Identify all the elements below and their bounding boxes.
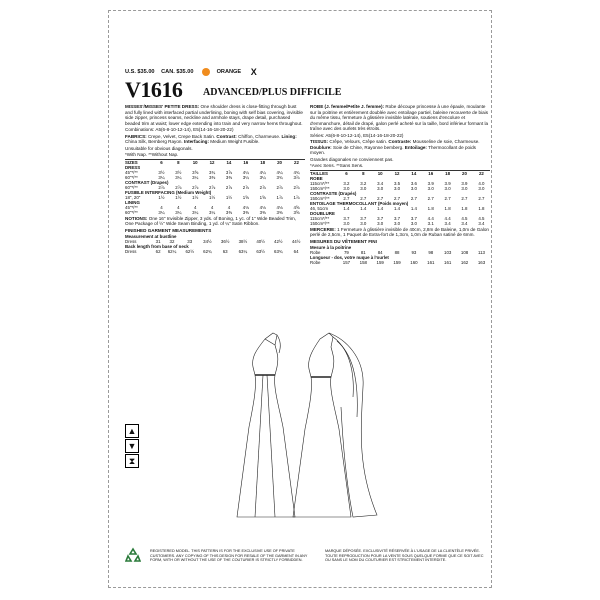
bust-cell: 40½ xyxy=(256,239,265,245)
yardage-cell: 1⅝ xyxy=(242,195,249,201)
french-contrast-label: Contraste: xyxy=(388,139,412,144)
triangle-up-icon: ▲ xyxy=(125,424,139,438)
size-cell: 14 xyxy=(221,159,238,165)
section-label: LINING xyxy=(125,200,140,206)
yardage-cell: 3¼ xyxy=(175,210,182,216)
yardage-cell: 3¾ xyxy=(276,174,283,180)
size-cell: 16 xyxy=(237,159,254,165)
yardage-cell: 3.2 xyxy=(343,180,350,186)
size-cell: 6 xyxy=(153,159,170,165)
french-lining-label: Doublure: xyxy=(310,144,332,150)
yardage-cell: 1.8 xyxy=(444,206,451,212)
yardage-cell: 1.8 xyxy=(478,206,485,212)
yardage-cell: 2⅞ xyxy=(209,184,216,190)
yardage-cell: 3.0 xyxy=(343,185,350,191)
bust-row-label: Dress xyxy=(125,239,137,245)
yardage-cell: 1½ xyxy=(225,195,232,201)
yardage-cell: 1.4 xyxy=(410,206,417,212)
yardage-cell: 2.7 xyxy=(478,195,485,201)
french-unsuitable: Grandes diagonales ne conviennent pas. xyxy=(310,156,394,162)
french-notions: 1 Fermeture à glissière invisible de 40cm, 2,8m de Baleine, 1,0m de Galon perlé de 2,5cm, 1 Paquet de Extra-fort de 1,3cm, 1,0m de Ruban satiné de 6mm. xyxy=(310,226,489,238)
fabric-width-label: 150cm*/** xyxy=(310,221,330,227)
english-description-para xyxy=(125,104,305,126)
size-cell: 14 xyxy=(405,170,422,176)
pattern-number: V1616 xyxy=(125,77,183,102)
yardage-cell: 2.7 xyxy=(343,195,350,201)
yardage-cell: 3⅞ xyxy=(293,174,300,180)
yardage-cell: 3¼ xyxy=(209,210,216,216)
back-row xyxy=(310,260,490,265)
french-description-para xyxy=(310,104,490,132)
english-notions-label: NOTIONS: xyxy=(125,215,148,221)
size-cell: 8 xyxy=(170,159,187,165)
yardage-cell: 4 xyxy=(193,205,197,211)
yardage-cell: 3⅜ xyxy=(276,210,283,216)
section-label: DRESS xyxy=(125,164,141,170)
yardage-cell: 3.0 xyxy=(393,221,401,227)
yardage-cell: 3.9 xyxy=(427,180,434,186)
english-nap-note: *With Nap. **Without Nap. xyxy=(125,152,179,157)
french-notions-label: MERCERIE: xyxy=(310,226,336,232)
fabric-width-label: 60"*/** xyxy=(125,210,138,216)
bust-cell: 81 xyxy=(360,250,366,256)
yardage-cell: 3.0 xyxy=(427,185,434,191)
yardage-cell: 3¼ xyxy=(192,174,199,180)
bust-cell: 88 xyxy=(394,250,400,256)
size-cell: 12 xyxy=(204,159,221,165)
size-cell: 12 xyxy=(389,170,406,176)
yardage-cell: 3.0 xyxy=(360,221,367,227)
yardage-cell: 3.2 xyxy=(360,180,367,186)
bust-cell: 103 xyxy=(444,250,452,256)
french-fabrics: Crêpe, Velours, Crêpe satin. xyxy=(329,139,388,144)
yardage-cell: 4¾ xyxy=(293,169,300,175)
yardage-cell: 4 xyxy=(210,205,214,211)
english-interfacing-label: Interfacing: xyxy=(184,139,210,144)
pattern-envelope-back xyxy=(108,10,492,588)
french-column xyxy=(310,104,490,265)
french-yardage-table xyxy=(310,170,490,227)
bust-cell: 31 xyxy=(155,239,161,245)
back-cell: 158 xyxy=(359,260,367,266)
footer-english-notice: REGISTERED MODEL. THIS PATTERN IS FOR THE EXCLUSIVE USE OF PRIVATE CUSTOMERS. ANY COPYING OF THIS DESIGN FOR RESALE OF THE GARMENT IN ANY FORM, WITH OR WITHOUT THE USE OF THE COUTURIER IS STRICTLY FORBIDDEN. xyxy=(150,549,308,563)
yardage-cell: 2⅞ xyxy=(158,184,165,190)
yardage-cell: 1½ xyxy=(192,195,199,201)
bust-cell: 113 xyxy=(478,250,485,256)
yardage-cell: 2.7 xyxy=(410,195,417,201)
section-label: ROBE xyxy=(310,175,323,181)
yardage-cell: 3.9 xyxy=(444,180,451,186)
back-row-label: Dress xyxy=(125,249,137,255)
yardage-cell: 4.4 xyxy=(427,216,434,222)
english-interfacing: Medium Weight Fusible. xyxy=(210,139,260,144)
yardage-cell: 4¼ xyxy=(242,169,249,175)
dress-front-drawing xyxy=(237,333,295,517)
yardage-cell: 2⅞ xyxy=(225,184,232,190)
fabric-width-label: 150cm*/** xyxy=(310,185,330,191)
section-label: DOUBLURE xyxy=(310,211,335,217)
back-cell: 62¼ xyxy=(167,249,177,255)
fabric-width-label: 60"*/** xyxy=(125,174,138,180)
french-fabrics-label: TISSUS: xyxy=(310,139,329,144)
hourglass-icon: ⧗ xyxy=(125,454,139,468)
back-cell: 62 xyxy=(155,249,161,255)
bust-cell: 38½ xyxy=(238,239,248,245)
yardage-cell: 4⅛ xyxy=(276,205,283,211)
size-cell: 22 xyxy=(473,170,490,176)
bust-cell: 84 xyxy=(377,250,383,256)
french-lining: Soie de Chine, Rayonne bemberg. xyxy=(332,144,404,150)
french-nap-note: *Avec Sens. **Sans Sens. xyxy=(310,163,364,168)
yardage-cell: 1½ xyxy=(209,195,216,201)
english-combinations: Combinations: A5(6-8-10-12-14), E5(14-16-18-20-22) xyxy=(125,127,234,132)
yardage-cell: 3¼ xyxy=(158,210,165,216)
english-column xyxy=(125,104,305,254)
yardage-cell: 2.7 xyxy=(393,195,401,201)
french-interfacing: Thermocollant de poids moyen. xyxy=(310,144,476,155)
yardage-cell: 4¼ xyxy=(276,169,283,175)
yardage-cell: 3.7 xyxy=(377,216,384,222)
fabric-width-label: 115cm*/** xyxy=(310,216,330,222)
french-fabrics-para xyxy=(310,139,490,156)
yardage-cell: 2⅞ xyxy=(192,184,199,190)
back-cell: 62½ xyxy=(185,249,194,255)
section-label: ENTOILAGE THERMOCOLLANT (Poids moyen) xyxy=(310,201,409,207)
french-title: ROBE (J. femme/Petite J. femme): xyxy=(310,104,385,109)
yardage-cell: 4¼ xyxy=(259,169,266,175)
yardage-cell: 1.4 xyxy=(343,206,350,212)
yardage-cell: 3⅜ xyxy=(242,210,249,216)
yardage-cell: 3⅜ xyxy=(225,210,232,216)
yardage-cell: 3.7 xyxy=(343,216,350,222)
yardage-cell: 2⅞ xyxy=(293,184,300,190)
back-label: Longueur - dos, votre nuque à l'ourlet xyxy=(310,255,389,261)
yardage-cell: 1.4 xyxy=(393,206,401,212)
back-cell: 62¾ xyxy=(203,249,212,255)
size-cell: 16 xyxy=(422,170,439,176)
yardage-cell: 4⅛ xyxy=(242,205,249,211)
sizes-label: TAILLES xyxy=(310,170,338,176)
french-measurements-table xyxy=(310,245,490,265)
bust-cell: 34½ xyxy=(203,239,212,245)
yardage-cell: 2.7 xyxy=(461,195,468,201)
yardage-cell: 3⅝ xyxy=(192,169,199,175)
french-combinations: Séries: A5(6-8-10-12-14), E5(14-16-18-20-22) xyxy=(310,132,404,138)
size-cell: 10 xyxy=(372,170,389,176)
price-line xyxy=(125,67,262,77)
english-unsuitable: Unsuitable for obvious diagonals. xyxy=(125,145,193,151)
size-cell: 6 xyxy=(338,170,355,176)
yardage-cell: 3.0 xyxy=(444,185,451,191)
yardage-cell: 1⅞ xyxy=(276,195,283,201)
yardage-cell: 3.0 xyxy=(410,221,417,227)
yardage-cell: 3⅞ xyxy=(225,169,232,175)
size-cell: 22 xyxy=(288,159,305,165)
yardage-cell: 3¾ xyxy=(209,169,216,175)
yardage-cell: 4⅝ xyxy=(293,205,300,211)
fabric-width-label: 150cm*/** xyxy=(310,195,330,201)
size-cell: 10 xyxy=(187,159,204,165)
back-cell: 159 xyxy=(393,260,401,266)
yardage-cell: 3.9 xyxy=(461,180,468,186)
yardage-cell: 1⅞ xyxy=(293,195,300,201)
yardage-cell: 1.8 xyxy=(461,206,468,212)
english-lining-label: Lining: xyxy=(281,133,297,139)
bust-cell: 44½ xyxy=(291,239,301,245)
bust-cell: 98 xyxy=(428,250,434,256)
yardage-cell: 3.7 xyxy=(393,216,401,222)
yardage-cell: 3.1 xyxy=(427,221,434,227)
bust-cell: 42½ xyxy=(274,239,283,245)
yardage-cell: 2.7 xyxy=(377,195,384,201)
english-contrast: Chiffon, Charmeuse. xyxy=(238,133,281,139)
yardage-cell: 3.0 xyxy=(377,185,384,191)
yardage-cell: 3.0 xyxy=(377,221,384,227)
yardage-cell: 3.4 xyxy=(377,180,384,186)
yardage-cell: 2⅞ xyxy=(242,184,249,190)
yardage-cell: 3.7 xyxy=(360,216,367,222)
english-lining: China Silk, Bemberg Rayon. xyxy=(125,139,183,144)
english-notions-para xyxy=(125,216,305,227)
yardage-cell: 1½ xyxy=(158,195,165,201)
yardage-cell: 1.4 xyxy=(377,206,384,212)
yardage-cell: 1.8 xyxy=(427,206,434,212)
sizes-label: SIZES xyxy=(125,159,153,165)
yardage-cell: 3¼ xyxy=(192,210,199,216)
yardage-cell: 3⅝ xyxy=(293,210,300,216)
bust-cell: 32 xyxy=(169,239,175,245)
back-cell: 63½ xyxy=(256,249,265,255)
dress-back-drawing xyxy=(293,333,377,517)
french-notions-para xyxy=(310,227,490,238)
yardage-cell: 1½ xyxy=(175,195,182,201)
fabric-width-label: 18", 20" xyxy=(125,195,141,201)
yardage-cell: 4⅛ xyxy=(259,205,266,211)
yardage-cell: 3½ xyxy=(175,169,182,175)
back-cell: 63 xyxy=(222,249,228,255)
back-cell: 163 xyxy=(477,260,486,266)
yardage-cell: 3¼ xyxy=(175,174,182,180)
yardage-cell: 4.0 xyxy=(478,180,485,186)
yardage-cell: 3.5 xyxy=(393,180,401,186)
fabric-width-label: 45"*/** xyxy=(125,205,138,211)
section-label: CONTRASTE (Drapés) xyxy=(310,190,357,196)
fabric-width-label: 60"*/** xyxy=(125,184,138,190)
recycle-icon xyxy=(125,547,141,563)
yardage-cell: 3.4 xyxy=(478,221,485,227)
yardage-cell: 4.5 xyxy=(461,216,468,222)
french-measurements-title: MESURES DU VÊTEMENT FINI xyxy=(310,238,377,244)
bust-cell: 36½ xyxy=(220,239,230,245)
yardage-cell: 3.7 xyxy=(410,216,417,222)
english-title: MISSES'/MISSES' PETITE DRESS: xyxy=(125,104,200,109)
yardage-cell: 1.4 xyxy=(360,206,367,212)
yardage-cell: 2⅞ xyxy=(259,184,266,190)
yardage-cell: 2.7 xyxy=(444,195,451,201)
yardage-cell: 2⅞ xyxy=(276,184,283,190)
price-can: CAN. $35.00 xyxy=(161,69,194,76)
back-cell: 162 xyxy=(460,260,469,266)
yardage-cell: 4 xyxy=(177,205,180,211)
bust-label: Mesure à la poitrine xyxy=(310,245,352,251)
yardage-cell: 3.4 xyxy=(444,221,451,227)
x-mark: X xyxy=(250,67,257,77)
yardage-cell: 3.0 xyxy=(410,185,417,191)
envelope-content xyxy=(115,17,489,581)
yardage-cell: 4 xyxy=(227,205,231,211)
yardage-cell: 3.0 xyxy=(343,221,350,227)
yardage-cell: 3⅜ xyxy=(209,174,216,180)
yardage-cell: 2⅞ xyxy=(175,184,182,190)
yardage-cell: 4 xyxy=(160,205,163,211)
english-notions: One 16" Invisible Zipper, 3 yds. of Boning, 1 yc. of 1" Wide Beaded Trim, One Package of ½" Wide Seam Binding, 1 yd. of ¼" Satin Ribbon. xyxy=(125,215,297,227)
english-fabrics: Crepe, Velvet, Crepe Back Satin. xyxy=(147,133,216,139)
english-measurements-table xyxy=(125,234,305,254)
english-contrast-label: Contrast: xyxy=(216,133,237,139)
yardage-cell: 3.4 xyxy=(461,221,468,227)
yardage-cell: 3.0 xyxy=(360,185,367,191)
back-row xyxy=(125,249,305,254)
english-yardage-table xyxy=(125,159,305,216)
french-description: Robe découpe princesse à une épaule, moulante sur la poitrine et entièrement doublée avec entoilage partiel, baleine recouverte de biais du même tissu, fermeture à glissière invisible latérale, soutiens d'encolure et d'emmanchure, détail de drapé, galon perlé acheté sur la taille, bord inférieur formant la traîne avec des ourlets très étroits. xyxy=(310,104,489,131)
size-cell: 18 xyxy=(439,170,456,176)
size-cell: 20 xyxy=(271,159,288,165)
yardage-cell: 3.0 xyxy=(478,185,485,191)
back-cell: 160 xyxy=(410,260,418,266)
size-cell: 8 xyxy=(355,170,372,176)
section-label: FUSIBLE INTERFACING (Medium Weight) xyxy=(125,190,212,196)
size-cell: 20 xyxy=(456,170,473,176)
color-name: ORANGE xyxy=(216,69,242,76)
back-cell: 63¼ xyxy=(238,249,248,255)
section-label: CONTRAST (Drapes) xyxy=(125,179,169,185)
bust-cell: 93 xyxy=(411,250,417,256)
bust-cell: 79 xyxy=(343,250,349,256)
yardage-cell: 3¼ xyxy=(158,174,165,180)
yardage-cell: 1⅝ xyxy=(259,195,266,201)
back-cell: 157 xyxy=(342,260,351,266)
back-label: Back length from base of neck xyxy=(125,244,189,250)
yardage-cell: 3½ xyxy=(158,169,165,175)
bust-cell: 108 xyxy=(460,250,469,256)
english-description: One shoulder dress is close-fitting through bust and fully lined with interfaced partial underlining, boning with self bias covering, invisible side zipper, princess seams, neckline and armhole stays, drape detail, purchased beaded trim at waist; lower edge extending into train and very narrow hems throughout. xyxy=(125,104,303,126)
fabric-width-label: 46, 51cm xyxy=(310,206,329,212)
back-cell: 161 xyxy=(444,260,452,266)
back-cell: 161 xyxy=(427,260,435,266)
french-contrast: Mousseline de soie, Charmeuse. xyxy=(412,139,480,144)
yardage-cell: 3⅜ xyxy=(225,174,232,180)
french-interfacing-label: Entoilage: xyxy=(404,144,427,150)
triangle-down-icon: ▼ xyxy=(125,439,139,453)
yardage-cell: 2.7 xyxy=(427,195,434,201)
english-measurements-title: FINISHED GARMENT MEASUREMENTS xyxy=(125,227,212,233)
skill-level: ADVANCED/PLUS DIFFICILE xyxy=(203,87,342,98)
english-fabrics-label: FABRICS: xyxy=(125,133,147,139)
english-fabrics-para xyxy=(125,134,305,145)
yardage-cell: 3⅜ xyxy=(259,210,266,216)
bust-row-label: Robe xyxy=(310,250,321,256)
yardage-cell: 4.4 xyxy=(444,216,451,222)
yardage-cell: 2.7 xyxy=(360,195,367,201)
back-cell: 159 xyxy=(376,260,384,266)
bust-label: Measurement at bustline xyxy=(125,234,177,240)
yardage-cell: 3.0 xyxy=(393,185,401,191)
back-row-label: Robe xyxy=(310,260,321,266)
back-cell: 63¾ xyxy=(274,249,283,255)
color-dot-icon xyxy=(202,68,210,76)
fabric-width-label: 115cm*/** xyxy=(310,180,330,186)
yardage-cell: 3.6 xyxy=(410,180,417,186)
footer-french-notice: MARQUE DÉPOSÉE. EXCLUSIVITÉ RÉSERVÉE À L'USAGE DE LA CLIENTÈLE PRIVÉE. TOUTE REPRODUCTION POUR LA VENTE SOUS QUELQUE FORME QUE CE SOIT AVEC OU SANS LE NOM DU COUTURIER EST STRICTEMENT INTERDITE. xyxy=(325,549,484,563)
dress-line-drawings xyxy=(115,327,487,527)
size-cell: 18 xyxy=(254,159,271,165)
yardage-cell: 4.5 xyxy=(478,216,485,222)
yardage-cell: 3¼ xyxy=(242,174,249,180)
bust-cell: 33 xyxy=(187,239,193,245)
fabric-width-label: 45"*/** xyxy=(125,169,138,175)
back-cell: 64 xyxy=(293,249,299,255)
yardage-cell: 3.0 xyxy=(461,185,468,191)
yardage-cell: 3¼ xyxy=(259,174,266,180)
side-icons xyxy=(125,424,139,469)
price-us: U.S. $35.00 xyxy=(125,69,155,76)
